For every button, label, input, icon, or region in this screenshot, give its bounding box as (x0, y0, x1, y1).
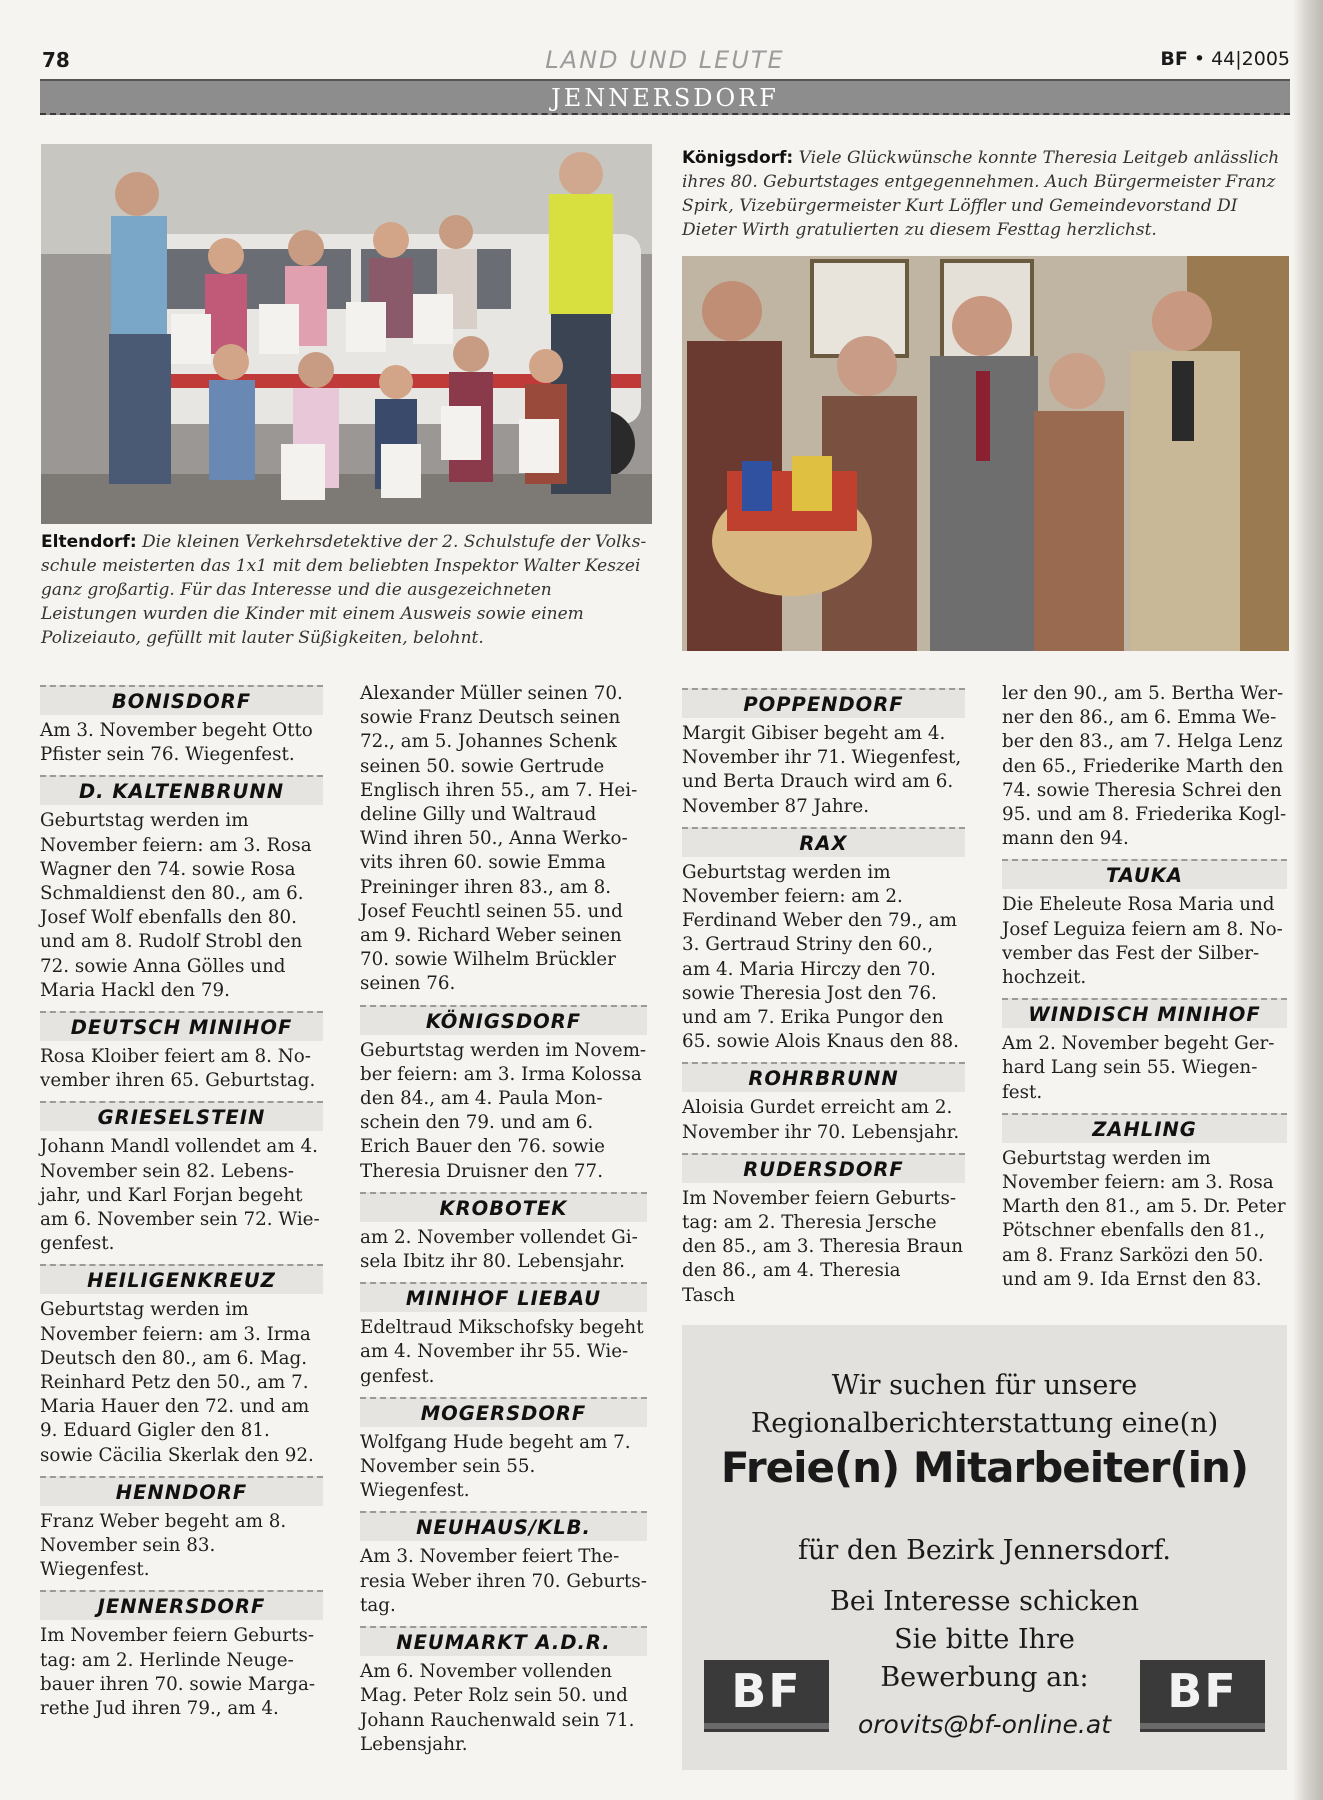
birthday-block (360, 1005, 647, 1184)
ad-district: für den Bezirk Jennersdorf. (797, 1535, 1172, 1566)
birthday-block (40, 1011, 323, 1093)
birthday-text: Aloisia Gurdet erreicht am 2. November ihr 70. Lebensjahr. (682, 1097, 960, 1143)
place-heading: ZAHLING (1002, 1113, 1287, 1143)
place-heading: D. KALTENBRUNN (40, 775, 323, 805)
birthday-block (40, 685, 323, 767)
place-heading: NEUHAUS/KLB. (360, 1511, 647, 1541)
birthday-text: Geburtstag werden im November feiern: am 3. Irma Deutsch den 80., am 6. Mag. Reinhard Petz den 50., am 7. Maria Hauer den 72. und am 9. Eduard Gigler den 81. sowie Cäcilia Skerlak den 92. (40, 1299, 314, 1466)
birthday-block (1002, 998, 1287, 1105)
caption-eltendorf-place: Eltendorf: (41, 532, 137, 552)
column-1 (40, 685, 323, 1721)
birthday-text: Geburtstag werden im November feiern: am 3. Irma Kolossa den 84., am 4. Paula Monschein den 79. und am 6. Erich Bauer den 76. sowie Theresia Druisner den 77. (360, 1039, 647, 1182)
caption-eltendorf (41, 530, 652, 650)
place-heading: RAX (682, 827, 965, 857)
page-number: 78 (42, 48, 70, 72)
place-heading: MOGERSDORF (360, 1397, 647, 1427)
birthday-text: Im November feiern Geburtstag: am 2. Herlinde Neugebauer ihren 70. sowie Margarethe Jud ihren 79., am 4. (40, 1625, 316, 1720)
birthday-text: Am 2. November begeht Gerhard Lang sein 55. Wiegenfest. (1002, 1033, 1275, 1103)
bf-logo-left (704, 1660, 829, 1732)
place-heading: ROHRBRUNN (682, 1062, 965, 1092)
birthday-block (1002, 682, 1287, 851)
birthday-text: Wolfgang Hude begeht am 7. November sein 55. Wiegenfest. (360, 1431, 631, 1502)
birthday-text: am 2. November vollendet Gisela Ibitz ihr 80. Lebensjahr. (360, 1226, 638, 1273)
birthday-text: Franz Weber begeht am 8. November sein 83. Wiegenfest. (40, 1510, 287, 1581)
place-heading: TAUKA (1002, 859, 1287, 889)
birthday-text: Edeltraud Mikschofsky begeht am 4. November ihr 55. Wiegenfest. (360, 1317, 644, 1387)
place-heading: DEUTSCH MINIHOF (40, 1011, 323, 1041)
issue-info: BF • 44|2005 (1160, 48, 1290, 70)
birthday-block (360, 1282, 647, 1389)
birthday-block (682, 1153, 965, 1308)
place-heading: HENNDORF (40, 1476, 323, 1506)
ad-instructions-line-3: Bewerbung an: (880, 1662, 1089, 1693)
birthday-block (40, 1264, 323, 1467)
birthday-block (682, 688, 965, 819)
bf-logo-right-stripe (1140, 1723, 1265, 1729)
birthday-block (360, 1511, 647, 1618)
ad-intro (682, 1367, 1287, 1443)
ad-instructions-line-2: Sie bitte Ihre (894, 1624, 1075, 1655)
birthday-text: Geburtstag werden im November feiern: am 3. Rosa Wagner den 74. sowie Rosa Schmaldienst den 80., am 6. Josef Wolf ebenfalls den 80. und am 8. Rudolf Strobl den 72. sowie Anna Gölles und Maria Hackl den 79. (40, 810, 312, 1001)
bf-logo-right (1140, 1660, 1265, 1732)
job-advertisement (682, 1325, 1287, 1770)
ad-email-link[interactable]: orovits@bf-online.at (857, 1710, 1111, 1739)
photo-koenigsdorf-image (682, 256, 1289, 651)
birthday-block (360, 1626, 647, 1757)
caption-koenigsdorf-text: Viele Glückwünsche konnte Theresia Leitgeb anlässlich ihres 80. Geburtstages entgegennehmen. Auch Bürgermeister Franz Spirk, Vizebürgermeister Kurt Löffler und Gemeindevorstand DI Dieter Wirth gratulierten zu diesem Festtag herzlichst. (682, 148, 1280, 240)
bf-logo-left-text: BF (731, 1664, 802, 1718)
issue-number: 44|2005 (1211, 48, 1290, 70)
birthday-text: Margit Gibiser begeht am 4. November ihr 71. Wiegenfest, und Berta Drauch wird am 6. November 87 Jahre. (682, 723, 962, 817)
birthday-block (40, 1590, 323, 1721)
brand-label: BF (1160, 48, 1188, 70)
birthday-text: Im November feiern Geburtstag: am 2. Theresia Jersche den 85., am 3. Theresia Braun den 86., am 4. Theresia Tasch (682, 1187, 964, 1306)
birthday-text: Am 3. November begeht Otto Pfister sein 76. Wiegenfest. (40, 720, 313, 766)
place-heading: NEUMARKT A.D.R. (360, 1626, 647, 1656)
place-heading: KÖNIGSDORF (360, 1005, 647, 1035)
place-heading: RUDERSDORF (682, 1153, 965, 1183)
birthday-block (40, 1101, 323, 1256)
birthday-block (360, 682, 647, 997)
birthday-text: Am 6. November vollenden Mag. Peter Rolz sein 50. und Johann Rauchenwald sein 71. Lebensjahr. (360, 1661, 635, 1755)
birthday-text-continued: ler den 90., am 5. Bertha Werner den 86., am 6. Emma Weber den 83., am 7. Helga Lenz den 65., Friederike Marth den 74. sowie Theresia Schrei den 95. und am 8. Friederika Koglmann den 94. (1002, 683, 1287, 850)
birthday-text: Am 3. November feiert Theresia Weber ihren 70. Geburtstag. (360, 1546, 647, 1616)
birthday-text: Geburtstag werden im November feiern: am 2. Ferdinand Weber den 79., am 3. Gertraud Striny den 60., am 4. Maria Hirczy den 70. sowie Theresia Jost den 76. und am 7. Erika Pungor den 65. sowie Alois Knaus den 88. (682, 861, 959, 1053)
column-2 (360, 682, 647, 1757)
ad-instructions-line-1: Bei Interesse schicken (830, 1586, 1139, 1617)
ad-headline: Freie(n) Mitarbeiter(in) (720, 1443, 1249, 1492)
column-3 (682, 688, 965, 1308)
photo-eltendorf-image (41, 144, 652, 524)
bf-logo-right-text: BF (1167, 1664, 1238, 1718)
birthday-block (1002, 1113, 1287, 1292)
ad-intro-line-2: Regionalberichterstattung eine(n) (750, 1408, 1219, 1439)
column-4 (1002, 682, 1287, 1292)
birthday-block (360, 1192, 647, 1274)
page-edge-shadow (1293, 0, 1323, 1800)
birthday-block (682, 1062, 965, 1144)
place-heading: BONISDORF (40, 685, 323, 715)
birthday-text-continued: Alexander Müller seinen 70. sowie Franz Deutsch seinen 72., am 5. Johannes Schenk seinen 50. sowie Gertrude Englisch ihren 55., am 7. Heideline Gilly und Waltraud Wind ihren 50., Anna Werkovits ihren 60. sowie Emma Preininger ihren 83., am 8. Josef Feuchtl seinen 55. und am 9. Richard Weber seinen 70. sowie Wilhelm Brückler seinen 76. (360, 683, 638, 995)
birthday-block (1002, 859, 1287, 990)
place-heading: KROBOTEK (360, 1192, 647, 1222)
photo-eltendorf (41, 144, 652, 524)
place-heading: HEILIGENKREUZ (40, 1264, 323, 1294)
region-band: JENNERSDORF (40, 81, 1290, 115)
photo-koenigsdorf (682, 256, 1289, 651)
birthday-block (40, 1476, 323, 1583)
place-heading: WINDISCH MINIHOF (1002, 998, 1287, 1028)
birthday-text: Johann Mandl vollendet am 4. November sein 82. Lebensjahr, und Karl Forjan begeht am 6. November sein 72. Wiegenfest. (40, 1136, 320, 1255)
ad-intro-line-1: Wir suchen für unsere (831, 1370, 1138, 1401)
page-header (40, 44, 1290, 84)
caption-eltendorf-text: Die kleinen Verkehrsdetektive der 2. Schulstufe der Volksschule meisterten das 1x1 mit dem beliebten Inspektor Walter Keszei ganz großartig. Für das Interesse und die ausgezeichneten Leistungen wurden die Kinder mit einem Ausweis sowie einem Polizeiauto, gefüllt mit lauter Süßigkeiten, belohnt. (41, 532, 647, 648)
place-heading: JENNERSDORF (40, 1590, 323, 1620)
birthday-block (682, 827, 965, 1055)
caption-koenigsdorf (682, 146, 1287, 242)
birthday-block (360, 1397, 647, 1504)
place-heading: POPPENDORF (682, 688, 965, 718)
birthday-text: Geburtstag werden im November feiern: am 3. Rosa Marth den 81., am 5. Dr. Peter Pötschner ebenfalls den 81., am 8. Franz Sarközi den 50. und am 9. Ida Ernst den 83. (1002, 1147, 1286, 1290)
birthday-text: Die Eheleute Rosa Maria und Josef Leguiza feiern am 8. November das Fest der Silberhochzeit. (1002, 894, 1283, 989)
place-heading: GRIESELSTEIN (40, 1101, 323, 1131)
section-title: LAND UND LEUTE (545, 46, 785, 74)
birthday-block (40, 775, 323, 1003)
birthday-text: Rosa Kloiber feiert am 8. November ihren 65. Geburtstag. (40, 1046, 316, 1092)
bf-logo-left-stripe (704, 1723, 829, 1729)
place-heading: MINIHOF LIEBAU (360, 1282, 647, 1312)
caption-koenigsdorf-place: Königsdorf: (682, 148, 794, 168)
